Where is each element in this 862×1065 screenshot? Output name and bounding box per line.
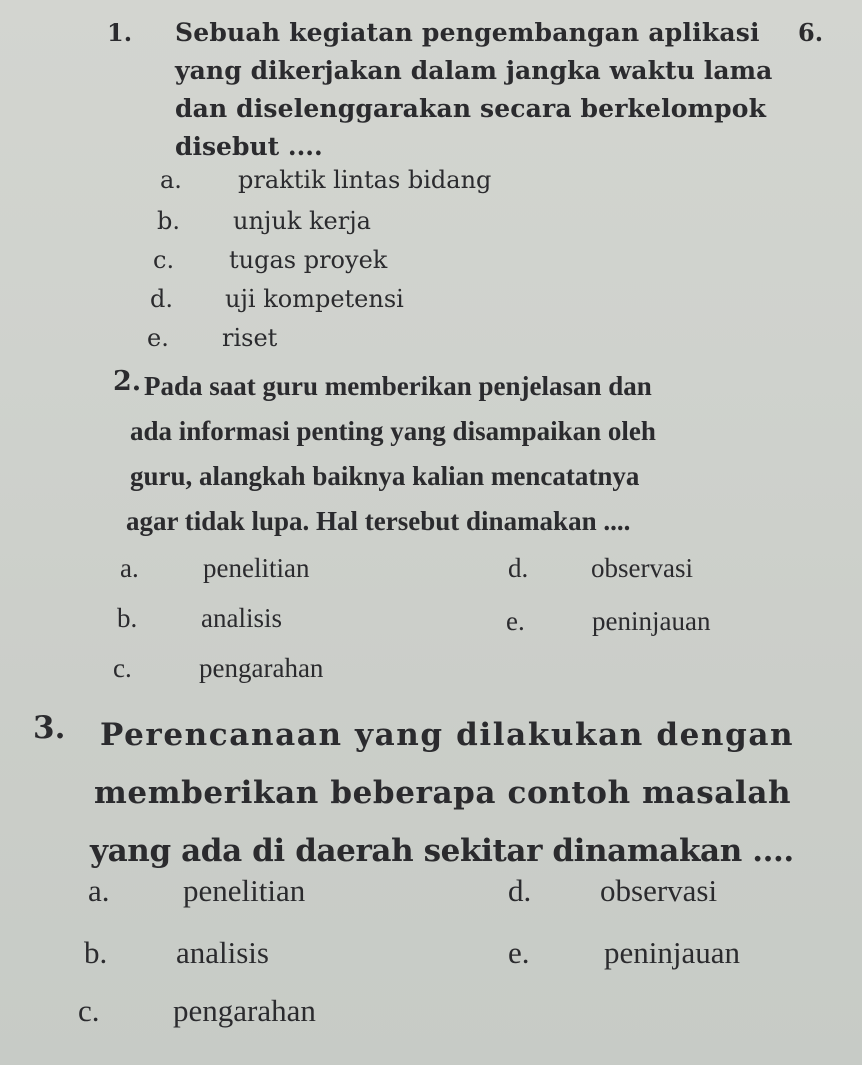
option-text: observasi [600,873,718,908]
option-text: observasi [591,553,693,583]
option-letter: c. [113,653,132,683]
question-number: 1. [107,18,133,47]
option-letter: a. [88,873,110,908]
option-letter: e. [147,324,169,352]
option-letter: c. [153,246,175,274]
option-letter: c. [78,993,100,1028]
question-line: yang ada di daerah sekitar dinamakan .... [90,833,794,869]
question-text [175,14,772,166]
option-text: praktik lintas bidang [238,166,492,194]
option-text: unjuk kerja [233,207,371,235]
option-letter: e. [508,935,530,970]
option-letter: b. [157,207,180,235]
question-number: 2. [113,366,142,397]
option-text: peninjauan [604,935,741,970]
option-letter: d. [508,873,532,908]
question-line: yang dikerjakan dalam jangka waktu lama [175,56,773,85]
option-text: penelitian [183,873,306,908]
question-line: memberikan beberapa contoh masalah [94,775,792,811]
option-letter: e. [506,606,525,636]
option-letter: a. [160,166,182,194]
question-line: Sebuah kegiatan pengembangan aplikasi [175,18,760,47]
question-line: Pada saat guru memberikan penjelasan dan [144,371,652,401]
option-text: analisis [176,935,269,970]
option-text: analisis [201,603,282,633]
option-text: penelitian [203,553,310,583]
option-text: peninjauan [592,606,711,636]
option-letter: b. [117,603,138,633]
option-letter: a. [120,553,139,583]
question-line: guru, alangkah baiknya kalian mencatatnya [130,461,640,491]
question-line: Perencanaan yang dilakukan dengan [100,717,795,753]
next-question-number: 6. [798,18,824,47]
question-text [126,364,656,544]
option-text: pengarahan [173,993,316,1028]
option-text: tugas proyek [229,246,388,274]
question-line: ada informasi penting yang disampaikan oleh [130,416,656,446]
question-line: agar tidak lupa. Hal tersebut dinamakan .... [126,506,631,536]
question-line: dan diselenggarakan secara berkelompok [175,94,767,123]
option-text: uji kompetensi [225,285,404,313]
option-letter: b. [84,935,108,970]
option-letter: d. [150,285,173,313]
question-line: disebut .... [175,132,323,161]
question-text [90,706,795,880]
option-text: riset [222,324,278,352]
option-letter: d. [508,553,529,583]
option-text: pengarahan [199,653,324,683]
question-number: 3. [33,710,66,746]
